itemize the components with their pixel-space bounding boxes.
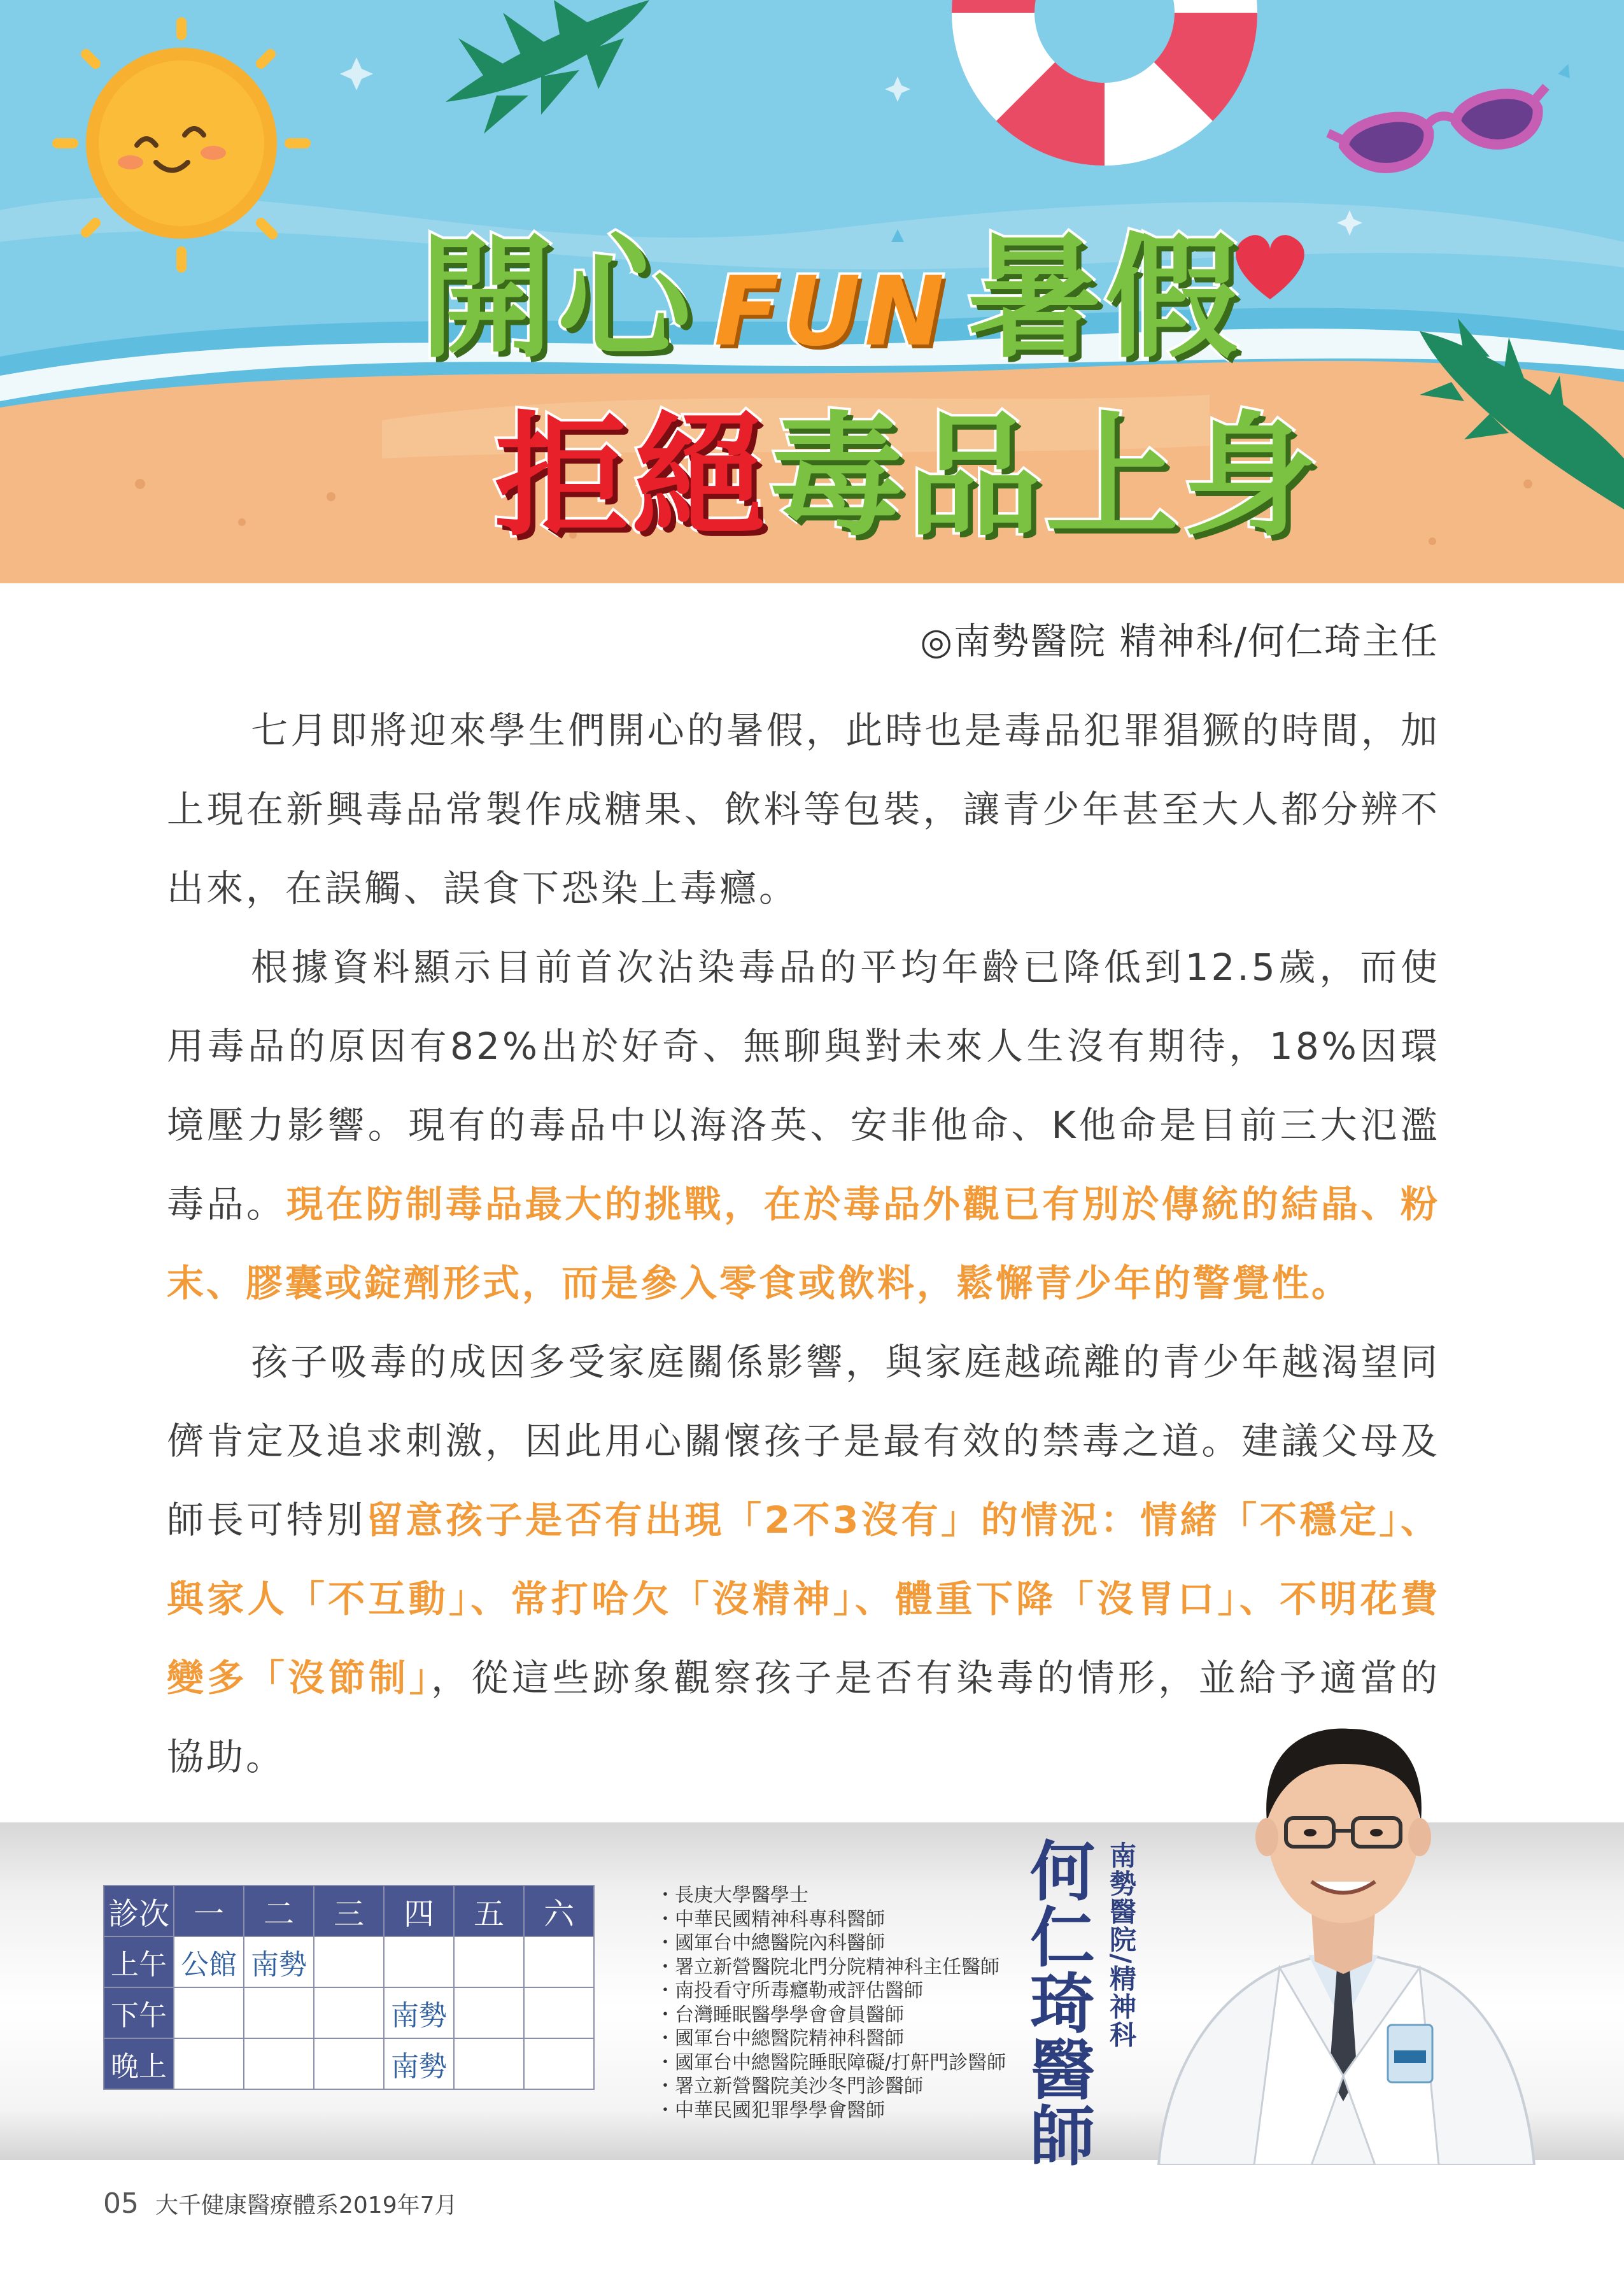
schedule-cell (174, 1987, 244, 2038)
schedule-header-cell: 三 (314, 1885, 384, 1936)
schedule-cell (454, 1936, 524, 1987)
article-body (167, 691, 1440, 1796)
credential-item: ・ 長庚大學醫學士 (656, 1884, 1006, 1908)
credential-item: ・ 署立新營醫院北門分院精神科主任醫師 (656, 1956, 1006, 1980)
title-line-2 (0, 369, 1624, 562)
paragraph-3-highlight: 留意孩子是否有出現「2不3沒有」的情況：情緒「不穩定」、與家人「不互動」、常打哈欠「沒精神」、體重下降「沒胃口」、不明花費變多「沒節制」 (167, 1498, 1440, 1700)
schedule-row-label: 晚上 (104, 2038, 174, 2089)
schedule-row-evening (104, 2038, 594, 2089)
schedule-cell (314, 2038, 384, 2089)
doctor-photo (1152, 1668, 1547, 2165)
paragraph-3-text: 孩子吸毒的成因多受家庭關係影響，與家庭越疏離的青少年越渴望同儕肯定及追求刺激，因此用心關懷孩子是最有效的禁毒之道。建議父母及師長可特別 (167, 1340, 1440, 1542)
schedule-cell (174, 2038, 244, 2089)
schedule-cell (314, 1936, 384, 1987)
credential-item: ・ 國軍台中總醫院睡眠障礙/打鼾門診醫師 (656, 2051, 1006, 2075)
credential-item: ・ 台灣睡眠醫學學會會員醫師 (656, 2003, 1006, 2027)
schedule-cell (524, 1936, 594, 1987)
credential-item: ・ 國軍台中總醫院內科醫師 (656, 1931, 1006, 1956)
title-text-summer: 暑假 (967, 220, 1243, 376)
schedule-header-cell: 四 (384, 1885, 454, 1936)
title-text-fun: FUN (714, 257, 949, 367)
doctor-department: 南勢醫院/精神科 (1106, 1842, 1137, 2049)
credential-item: ・ 南投看守所毒癮勒戒評估醫師 (656, 1979, 1006, 2003)
schedule-header-cell: 診次 (104, 1885, 174, 1936)
publication-info: 大千健康醫療體系2019年7月 (155, 2192, 458, 2219)
schedule-row-label: 下午 (104, 1987, 174, 2038)
page-number: 05 (103, 2187, 139, 2220)
schedule-cell: 南勢 (244, 1936, 314, 1987)
schedule-row-label: 上午 (104, 1936, 174, 1987)
schedule-cell: 公館 (174, 1936, 244, 1987)
schedule-cell (244, 1987, 314, 2038)
credential-item: ・ 中華民國犯罪學學會醫師 (656, 2099, 1006, 2123)
credential-item: ・ 中華民國精神科專科醫師 (656, 1908, 1006, 1932)
schedule-row-morning (104, 1936, 594, 1987)
credential-item: ・ 署立新營醫院美沙冬門診醫師 (656, 2075, 1006, 2099)
doctor-credentials-list (656, 1884, 1006, 2122)
schedule-cell (454, 1987, 524, 2038)
schedule-cell: 南勢 (384, 1987, 454, 2038)
clinic-schedule-table (103, 1885, 595, 2090)
paragraph-3-text-end: ，從這些跡象觀察孩子是否有染毒的情形，並給予適當的協助。 (167, 1656, 1440, 1778)
schedule-cell (384, 1936, 454, 1987)
title-text-drugs: 毒品上身 (770, 399, 1320, 555)
paragraph-2-text: 根據資料顯示目前首次沾染毒品的平均年齡已降低到12.5歲，而使用毒品的原因有82%出於好奇、無聊與對未來人生沒有期待，18%因環境壓力影響。現有的毒品中以海洛英、安非他命、K他命是目前三大氾濫毒品。 (167, 946, 1440, 1226)
byline: ◎南勢醫院 精神科/何仁琦主任 (920, 620, 1439, 663)
header-banner (0, 0, 1624, 583)
title-line-1 (0, 191, 1624, 383)
title-text-kaixin: 開心 (420, 220, 695, 376)
schedule-header-cell: 五 (454, 1885, 524, 1936)
title-text-refuse: 拒絕 (495, 399, 770, 555)
schedule-row-afternoon (104, 1987, 594, 2038)
schedule-header-row (104, 1885, 594, 1936)
schedule-cell (524, 2038, 594, 2089)
schedule-header-cell: 六 (524, 1885, 594, 1936)
credential-item: ・ 國軍台中總醫院精神科醫師 (656, 2027, 1006, 2051)
schedule-cell (314, 1987, 384, 2038)
page-footer (103, 2187, 458, 2220)
schedule-cell (454, 2038, 524, 2089)
schedule-cell (524, 1987, 594, 2038)
schedule-cell: 南勢 (384, 2038, 454, 2089)
schedule-header-cell: 一 (174, 1885, 244, 1936)
paragraph-1: 七月即將迎來學生們開心的暑假，此時也是毒品犯罪猖獗的時間，加上現在新興毒品常製作成糖果、飲料等包裝，讓青少年甚至大人都分辨不出來，在誤觸、誤食下恐染上毒癮。 (167, 709, 1440, 910)
doctor-name: 何仁琦醫師 (1019, 1837, 1095, 2168)
schedule-cell (244, 2038, 314, 2089)
paragraph-2-highlight: 現在防制毒品最大的挑戰，在於毒品外觀已有別於傳統的結晶、粉末、膠囊或錠劑形式，而是參入零食或飲料，鬆懈青少年的警覺性。 (167, 1182, 1440, 1305)
schedule-header-cell: 二 (244, 1885, 314, 1936)
paragraph-2 (167, 928, 1440, 1323)
